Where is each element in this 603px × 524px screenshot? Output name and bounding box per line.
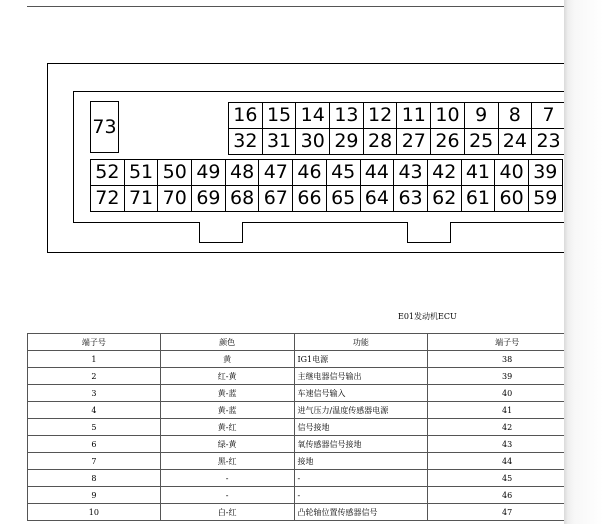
table-row xyxy=(28,385,565,402)
cell-terminal-no-2: 43 xyxy=(428,436,564,453)
connector-pin: 8 xyxy=(498,102,533,129)
cell-terminal-no-2: 38 xyxy=(428,351,564,368)
header-terminal-no: 端子号 xyxy=(28,334,161,351)
table-row xyxy=(28,419,565,436)
connector-pin: 71 xyxy=(124,185,159,212)
connector-pin: 27 xyxy=(396,128,431,155)
connector-pin: 44 xyxy=(360,159,395,186)
connector-pin: 10 xyxy=(430,102,465,129)
connector-pin: 72 xyxy=(90,185,125,212)
connector-pin: 49 xyxy=(191,159,226,186)
connector-pin: 45 xyxy=(326,159,361,186)
connector-key-tab-left xyxy=(199,222,243,243)
cell-function: - xyxy=(294,487,428,504)
cell-color: 绿-黄 xyxy=(160,436,294,453)
table-row xyxy=(28,351,565,368)
cell-terminal-no: 6 xyxy=(28,436,161,453)
cell-terminal-no: 2 xyxy=(28,368,161,385)
document-page xyxy=(27,0,564,524)
cell-terminal-no: 3 xyxy=(28,385,161,402)
table-row xyxy=(28,504,565,521)
cell-terminal-no-2: 39 xyxy=(428,368,564,385)
table-row xyxy=(28,470,565,487)
connector-pin: 68 xyxy=(225,185,260,212)
viewer-margin-left xyxy=(0,0,27,524)
header-function: 功能 xyxy=(294,334,428,351)
connector-pin: 43 xyxy=(393,159,428,186)
connector-pin: 60 xyxy=(494,185,529,212)
cell-terminal-no-2: 42 xyxy=(428,419,564,436)
connector-pin: 46 xyxy=(292,159,327,186)
table-row xyxy=(28,453,565,470)
cell-color: 白-红 xyxy=(160,504,294,521)
connector-pin: 47 xyxy=(258,159,293,186)
connector-pin: 66 xyxy=(292,185,327,212)
cell-color: 黄-蓝 xyxy=(160,402,294,419)
connector-pin: 42 xyxy=(427,159,462,186)
connector-pin: 25 xyxy=(464,128,499,155)
table-row xyxy=(28,436,565,453)
top-rule xyxy=(27,6,564,7)
connector-pin: 63 xyxy=(393,185,428,212)
header-color: 颜色 xyxy=(160,334,294,351)
cell-color: 红-黄 xyxy=(160,368,294,385)
connector-pin: 51 xyxy=(124,159,159,186)
cell-terminal-no-2: 41 xyxy=(428,402,564,419)
cell-function: IG1电源 xyxy=(294,351,428,368)
cell-color: 黄-红 xyxy=(160,419,294,436)
figure-caption: E01发动机ECU xyxy=(398,312,457,321)
cell-terminal-no: 7 xyxy=(28,453,161,470)
cell-terminal-no: 8 xyxy=(28,470,161,487)
connector-pin: 48 xyxy=(225,159,260,186)
connector-pin: 65 xyxy=(326,185,361,212)
connector-pin: 32 xyxy=(228,128,263,155)
cell-color: 黑-红 xyxy=(160,453,294,470)
cell-color: - xyxy=(160,487,294,504)
connector-pin: 40 xyxy=(494,159,529,186)
connector-pin: 11 xyxy=(396,102,431,129)
cell-terminal-no-2: 46 xyxy=(428,487,564,504)
connector-pin: 61 xyxy=(461,185,496,212)
connector-pin: 52 xyxy=(90,159,125,186)
header-terminal-no-2: 端子号 xyxy=(428,334,564,351)
connector-pin: 70 xyxy=(157,185,192,212)
cell-terminal-no-2: 40 xyxy=(428,385,564,402)
connector-pin-row-b xyxy=(229,129,564,156)
cell-terminal-no-2: 44 xyxy=(428,453,564,470)
connector-key-tab-right xyxy=(407,222,451,243)
connector-pin-row-d xyxy=(91,186,563,213)
terminal-table xyxy=(27,333,564,521)
connector-pin-row-a xyxy=(229,103,564,130)
connector-pin: 13 xyxy=(329,102,364,129)
connector-pin: 67 xyxy=(258,185,293,212)
cell-terminal-no-2: 45 xyxy=(428,470,564,487)
cell-function: 进气压力/温度传感器电源 xyxy=(294,402,428,419)
connector-pin: 12 xyxy=(363,102,398,129)
connector-pin: 31 xyxy=(262,128,297,155)
table-header-row xyxy=(28,334,565,351)
table-row xyxy=(28,368,565,385)
table-row xyxy=(28,487,565,504)
cell-terminal-no: 10 xyxy=(28,504,161,521)
connector-pin: 23 xyxy=(531,128,564,155)
cell-function: 信号接地 xyxy=(294,419,428,436)
connector-pin: 50 xyxy=(157,159,192,186)
cell-function: 氧传感器信号接地 xyxy=(294,436,428,453)
connector-pin: 73 xyxy=(90,101,119,153)
cell-function: 凸轮轴位置传感器信号 xyxy=(294,504,428,521)
viewer-margin-right xyxy=(564,0,603,524)
connector-pin: 30 xyxy=(295,128,330,155)
cell-terminal-no: 1 xyxy=(28,351,161,368)
connector-pin: 14 xyxy=(295,102,330,129)
cell-color: 黄-蓝 xyxy=(160,385,294,402)
connector-pin-row-c xyxy=(91,160,563,187)
cell-terminal-no-2: 47 xyxy=(428,504,564,521)
cell-terminal-no: 5 xyxy=(28,419,161,436)
connector-pin: 16 xyxy=(228,102,263,129)
connector-pin: 28 xyxy=(363,128,398,155)
table-row xyxy=(28,402,565,419)
connector-pin: 26 xyxy=(430,128,465,155)
cell-function: 主继电器信号输出 xyxy=(294,368,428,385)
cell-function: 车速信号输入 xyxy=(294,385,428,402)
cell-color: 黄 xyxy=(160,351,294,368)
terminal-table-body xyxy=(28,351,565,521)
connector-pin: 41 xyxy=(461,159,496,186)
cell-function: - xyxy=(294,470,428,487)
connector-pin: 9 xyxy=(464,102,499,129)
cell-color: - xyxy=(160,470,294,487)
connector-pin: 15 xyxy=(262,102,297,129)
cell-terminal-no: 9 xyxy=(28,487,161,504)
connector-pin: 62 xyxy=(427,185,462,212)
connector-pin: 24 xyxy=(498,128,533,155)
cell-function: 接地 xyxy=(294,453,428,470)
connector-pin: 29 xyxy=(329,128,364,155)
connector-pin: 59 xyxy=(528,185,563,212)
connector-pin: 64 xyxy=(360,185,395,212)
connector-pin: 7 xyxy=(531,102,564,129)
connector-pin: 69 xyxy=(191,185,226,212)
cell-terminal-no: 4 xyxy=(28,402,161,419)
connector-pin: 39 xyxy=(528,159,563,186)
